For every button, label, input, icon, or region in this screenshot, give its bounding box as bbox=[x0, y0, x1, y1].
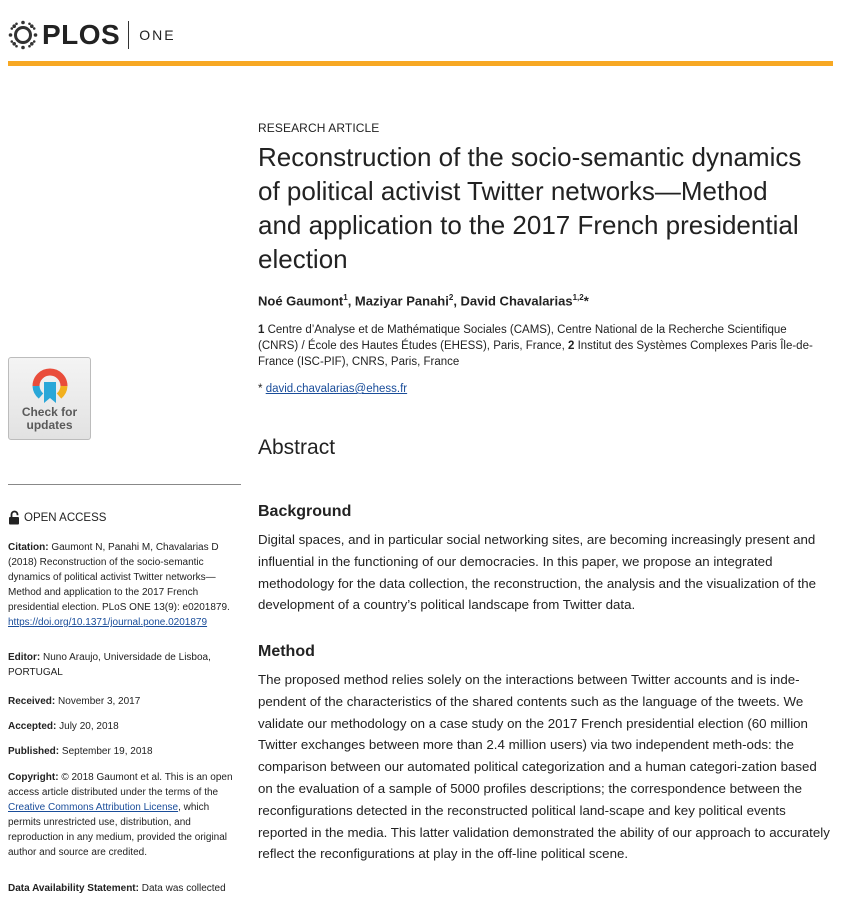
check-updates-icon bbox=[31, 364, 69, 404]
logo-divider bbox=[128, 21, 129, 49]
plos-logo[interactable] bbox=[8, 20, 176, 50]
published-text: September 19, 2018 bbox=[61, 746, 153, 757]
data-availability-label: Data Availability Statement: bbox=[8, 883, 139, 894]
citation-label: Citation: bbox=[8, 542, 49, 553]
copyright-text-tail: , which permits unrestricted use, distribution, and reproduction in any medium, provided the original author and source are credited. bbox=[8, 802, 228, 858]
check-updates-line1: Check for bbox=[21, 405, 78, 419]
check-updates-label bbox=[9, 406, 90, 431]
journal-name: PLOS bbox=[42, 19, 121, 50]
author-affiliation-mark: 1 bbox=[343, 293, 348, 302]
copyright-block bbox=[8, 770, 240, 860]
published-date bbox=[8, 744, 240, 759]
author-affiliation-mark: 2 bbox=[448, 293, 454, 302]
corresponding-prefix: * bbox=[258, 383, 263, 395]
open-access-badge bbox=[8, 510, 106, 525]
author-affiliation-mark: 1,2 bbox=[572, 293, 584, 302]
accepted-text: July 20, 2018 bbox=[59, 721, 119, 732]
received-date bbox=[8, 694, 240, 709]
journal-subname: ONE bbox=[139, 27, 176, 43]
affiliations bbox=[258, 322, 830, 370]
affiliation-text: Centre d’Analyse et de Mathématique Sociales (CAMS), Centre National de la Recherche Scientifique (CNRS) / École des Hautes Études (EHESS), Paris, France, bbox=[258, 324, 787, 352]
author-name[interactable]: Maziyar Panahi bbox=[354, 293, 449, 309]
corresponding-email-link[interactable]: david.chavalarias@ehess.fr bbox=[265, 383, 408, 395]
copyright-text: © 2018 Gaumont et al. This is an open access article distributed under the terms of the bbox=[8, 772, 233, 798]
article-title: Reconstruction of the socio-semantic dynamics of political activist Twitter networks—Method and application to the 2017 French presidential election bbox=[258, 142, 802, 274]
method-heading: Method bbox=[258, 643, 315, 660]
affiliation-number: 1 bbox=[258, 324, 265, 336]
accepted-label: Accepted: bbox=[8, 721, 57, 732]
method-paragraph: The proposed method relies solely on the interactions between Twitter accounts and is inde-pendent of the characteristics of the shared contents such as the language of the tweets. We validate our methodology on a case study on the 2017 French presidential election (60 million Twitter exchanges between more than 2.4 million users) via two independent meth-ods: the comparison between our automated political categorization and a human categori-zation based on the evaluation of a sample of 5000 profiles descriptions; the correspondence between the reconfigurations detected in the reconstructed political land-scape and key political events reported in the media. This latter validation demonstrated the ability of our approach to accurately reflect the reconfigurations at play in the off-line political scene. bbox=[258, 672, 830, 862]
author-list: Noé Gaumont$^1$, Maziyar Panahi$^2$, David Chavalarias$^{1,2}$* bbox=[258, 293, 589, 309]
corresponding-email-line bbox=[258, 383, 407, 395]
affiliation-number: 2 bbox=[567, 340, 575, 352]
author-name[interactable]: David Chavalarias bbox=[460, 293, 573, 309]
received-label: Received: bbox=[8, 696, 56, 707]
background-paragraph: Digital spaces, and in particular social networking sites, are becoming increasingly present and influential in the functioning of our democracies. In this paper, we propose an integrated methodology for the data collection, the reconstruction, the analysis and the visualization of the development of a country’s political landscape from Twitter data. bbox=[258, 532, 817, 613]
citation-text: Gaumont N, Panahi M, Chavalarias D (2018) Reconstruction of the socio-semantic dynamics of political activist Twitter networks—Method and application to the 2017 French presidential election. PLoS ONE 13(9): e0201879. bbox=[8, 542, 230, 613]
open-lock-icon bbox=[8, 510, 20, 525]
received-text: November 3, 2017 bbox=[58, 696, 141, 707]
editor-text: Nuno Araujo, Universidade de Lisboa, PORTUGAL bbox=[8, 652, 211, 678]
editor-label: Editor: bbox=[8, 652, 41, 663]
background-heading: Background bbox=[258, 503, 352, 520]
check-updates-line2: updates bbox=[26, 417, 73, 432]
abstract-heading: Abstract bbox=[258, 436, 336, 459]
data-availability-text: Data was collected bbox=[141, 883, 226, 894]
article-type: RESEARCH ARTICLE bbox=[258, 121, 380, 135]
plos-sun-icon bbox=[8, 20, 38, 50]
author-name[interactable]: Noé Gaumont bbox=[258, 293, 344, 309]
check-for-updates-button[interactable] bbox=[8, 357, 91, 440]
citation-block bbox=[8, 540, 240, 630]
header-accent-rule bbox=[8, 61, 833, 66]
published-label: Published: bbox=[8, 746, 60, 757]
citation-doi-link[interactable]: https://doi.org/10.1371/journal.pone.0201879 bbox=[8, 617, 208, 628]
copyright-label: Copyright: bbox=[8, 772, 59, 783]
open-access-label: OPEN ACCESS bbox=[24, 511, 107, 524]
affiliation-text: Institut des Systèmes Complexes Paris Île-de-France (ISC-PIF), CNRS, Paris, France bbox=[258, 340, 813, 368]
corresponding-author-mark: * bbox=[583, 293, 589, 309]
sidebar-divider bbox=[8, 484, 241, 485]
license-link[interactable]: Creative Commons Attribution License bbox=[8, 802, 179, 813]
accepted-date bbox=[8, 719, 240, 734]
data-availability-block bbox=[8, 881, 240, 896]
editor-block bbox=[8, 650, 240, 680]
